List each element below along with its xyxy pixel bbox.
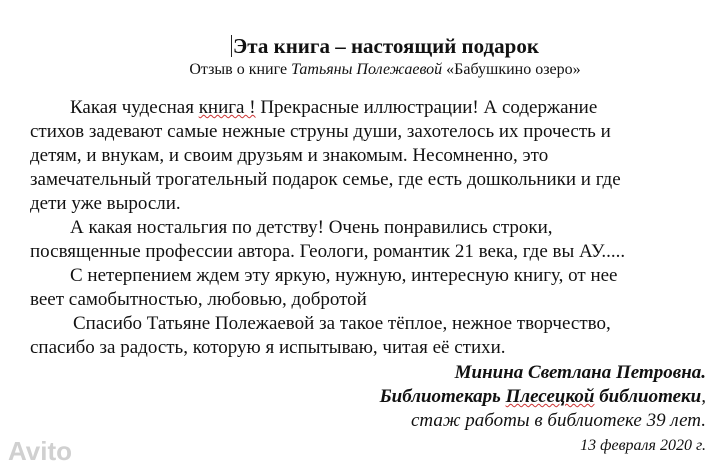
body-line: веет самобытностью, любовью, добротой	[30, 289, 367, 310]
role-text: Библиотекарь	[379, 386, 506, 407]
spellcheck-word: книга !	[198, 97, 256, 118]
signature-name: Минина Светлана Петровна.	[454, 362, 706, 383]
title-text: Эта книга – настоящий подарок	[233, 34, 539, 58]
review-body	[30, 96, 720, 360]
spellcheck-word: Плесецкой	[505, 386, 595, 407]
body-line: замечательный трогательный подарок семье, где есть дошкольники и где	[30, 169, 621, 190]
avito-watermark: Avito	[8, 436, 73, 466]
signature-experience: стаж работы в библиотеке 39 лет.	[410, 410, 706, 431]
role-text: библиотеки	[594, 386, 702, 407]
body-line: детям, и внукам, и своим друзьям и знакомым. Несомненно, это	[30, 145, 549, 166]
role-comma: ,	[701, 386, 706, 407]
body-line: С нетерпением ждем эту яркую, нужную, интересную книгу, от нее	[70, 265, 618, 286]
document-title	[0, 34, 720, 58]
body-line: спасибо за радость, которую я испытываю, читая её стихи.	[30, 337, 506, 358]
subtitle-book: «Бабушкино озеро»	[442, 61, 581, 78]
subtitle-prefix: Отзыв о книге	[189, 61, 292, 78]
body-line: стихов задевают самые нежные струны души, захотелось их прочесть и	[30, 121, 611, 142]
document-subtitle	[0, 60, 720, 80]
signature-role	[380, 386, 706, 408]
line-text: Какая чудесная	[70, 97, 199, 118]
line-text: Прекрасные иллюстрации! А содержание	[255, 97, 598, 118]
body-line: А какая ностальгия по детству! Очень понравились строки,	[70, 217, 553, 238]
body-line: посвященные профессии автора. Геологи, романтик 21 века, где вы АУ.....	[30, 241, 626, 262]
body-line: дети уже выросли.	[30, 193, 181, 214]
subtitle-author: Татьяны Полежаевой	[291, 61, 443, 78]
body-line	[30, 96, 720, 120]
body-line: Спасибо Татьяне Полежаевой за такое тёплое, нежное творчество,	[73, 313, 611, 334]
signature-date: 13 февраля 2020 г.	[580, 437, 706, 454]
text-cursor	[231, 35, 232, 57]
